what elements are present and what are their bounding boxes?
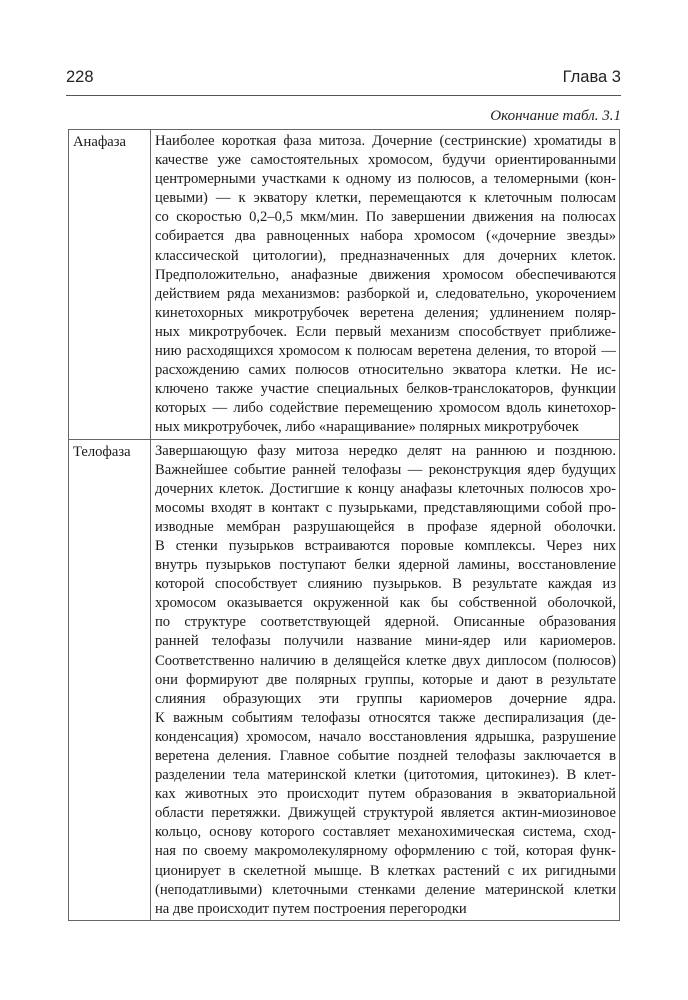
text-line: Соответственно наличию в делящейся клетке двух диплосом (полюсов)	[155, 652, 616, 669]
text-line: ключено также участие специальных белков-транслокаторов, функции	[155, 381, 616, 398]
text-line: конденсация) хромосом, начало восстановления ядрышка, разрушение	[155, 728, 616, 745]
text-line: действием ряда механизмов: разборкой и, следовательно, укорочением	[155, 285, 616, 302]
text-line: (неподатливыми) клеточными стенками деление материнской клетки	[155, 881, 616, 898]
text-line: Предположительно, анафазные движения хромосом обеспечиваются	[155, 266, 616, 283]
page-number: 228	[66, 68, 94, 86]
text-line: слияния образующих эти группы кариомеров дочерние ядра.	[155, 690, 616, 707]
text-line: ных микротрубочек. Если первый механизм способствует приближе-	[155, 323, 616, 340]
text-line: внутрь пузырьков поступают белки ядерной ламины, восстановление	[155, 557, 616, 574]
mitosis-phases-table	[68, 129, 620, 921]
text-line: В стенки пузырьков встраиваются поровые комплексы. Через них	[155, 537, 616, 554]
text-line: Важнейшее событие ранней телофазы — реконструкция ядер будущих	[155, 461, 616, 478]
phase-name-cell: Телофаза	[69, 439, 151, 920]
text-line: качестве уже самостоятельных хромосом, будучи ориентированными	[155, 152, 616, 169]
text-line: по структуре соответствующей ядерной. Описанные образования	[155, 614, 616, 631]
text-line: области перетяжки. Движущей структурой является актин-миозиновое	[155, 805, 616, 822]
text-line: хромосом оказывается окруженной как бы собственной оболочкой,	[155, 595, 616, 612]
text-line: веретена деления. Главное событие поздней телофазы заключается в	[155, 748, 616, 764]
page-header	[66, 68, 621, 92]
text-line: ная по своему макромолекулярному оформлению с той, которая функ-	[155, 843, 616, 860]
text-line: разделении тела материнской клетки (цитотомия, цитокинез). В клет-	[155, 767, 616, 784]
table-body	[69, 130, 620, 921]
text-line: ках животных это происходит путем образования в экваториальной	[155, 786, 616, 803]
text-line: кинетохорных микротрубочек веретена деления; удлинением поляр-	[155, 304, 616, 321]
text-line: изводные мембран разрушающейся в профазе ядерной оболочки.	[155, 518, 616, 535]
text-line: которых — либо содействие перемещению хромосом вдоль кинетохор-	[155, 400, 616, 417]
text-line: на две происходит путем построения перегородки	[155, 900, 467, 917]
text-line: расхождению самих полюсов относительно экватора клетки. Не ис-	[155, 362, 616, 379]
text-line: которой способствует слиянию пузырьков. В результате каждая из	[155, 576, 616, 593]
text-line: ранней телофазы получили название мини-ядер или кариомеров.	[155, 633, 616, 650]
table-caption: Окончание табл. 3.1	[490, 108, 621, 124]
text-line: центромерными участками к одному из полюсов, а теломерными (кон-	[155, 171, 616, 188]
table-row	[69, 439, 620, 920]
phase-description-cell	[151, 130, 620, 440]
text-line: дочерних клеток. Достигшие к концу анафазы клеточных полюсов хро-	[155, 480, 616, 497]
text-line: цевыми) — к экватору клетки, перемещаются к клеточным полюсам	[155, 190, 616, 207]
text-line: Завершающую фазу митоза нередко делят на раннюю и позднюю.	[155, 442, 616, 459]
text-line: ционирует в скелетной мышце. В клетках растений с их ригидными	[155, 862, 616, 879]
header-rule	[66, 95, 621, 96]
table-row	[69, 130, 620, 440]
text-line: кольцо, основу которого составляет механохимическая система, сход-	[155, 824, 616, 841]
text-line: мосомы входят в контакт с пузырьками, представляющими собой про-	[155, 499, 616, 516]
text-line: собирается два равноценных набора хромосом («дочерние звезды»	[155, 228, 616, 245]
phase-description-cell	[151, 439, 620, 920]
text-line: Наиболее короткая фаза митоза. Дочерние (сестринские) хроматиды в	[155, 133, 616, 149]
chapter-title: Глава 3	[562, 68, 621, 86]
text-line: классической цитологии), предназначенных для дочерних клеток.	[155, 247, 616, 264]
text-line: они формируют две полярных группы, которые и дают в результате	[155, 671, 616, 688]
text-line: нию расходящихся хромосом к полюсам веретена деления, то второй —	[155, 343, 616, 360]
text-line: К важным событиям телофазы относятся также деспирализация (де-	[155, 709, 616, 726]
text-line: ных микротрубочек, либо «наращивание» полярных микротрубочек	[155, 419, 579, 436]
phase-name-cell: Анафаза	[69, 130, 151, 440]
text-line: со скоростью 0,2–0,5 мкм/мин. По завершении движения на полюсах	[155, 209, 616, 226]
